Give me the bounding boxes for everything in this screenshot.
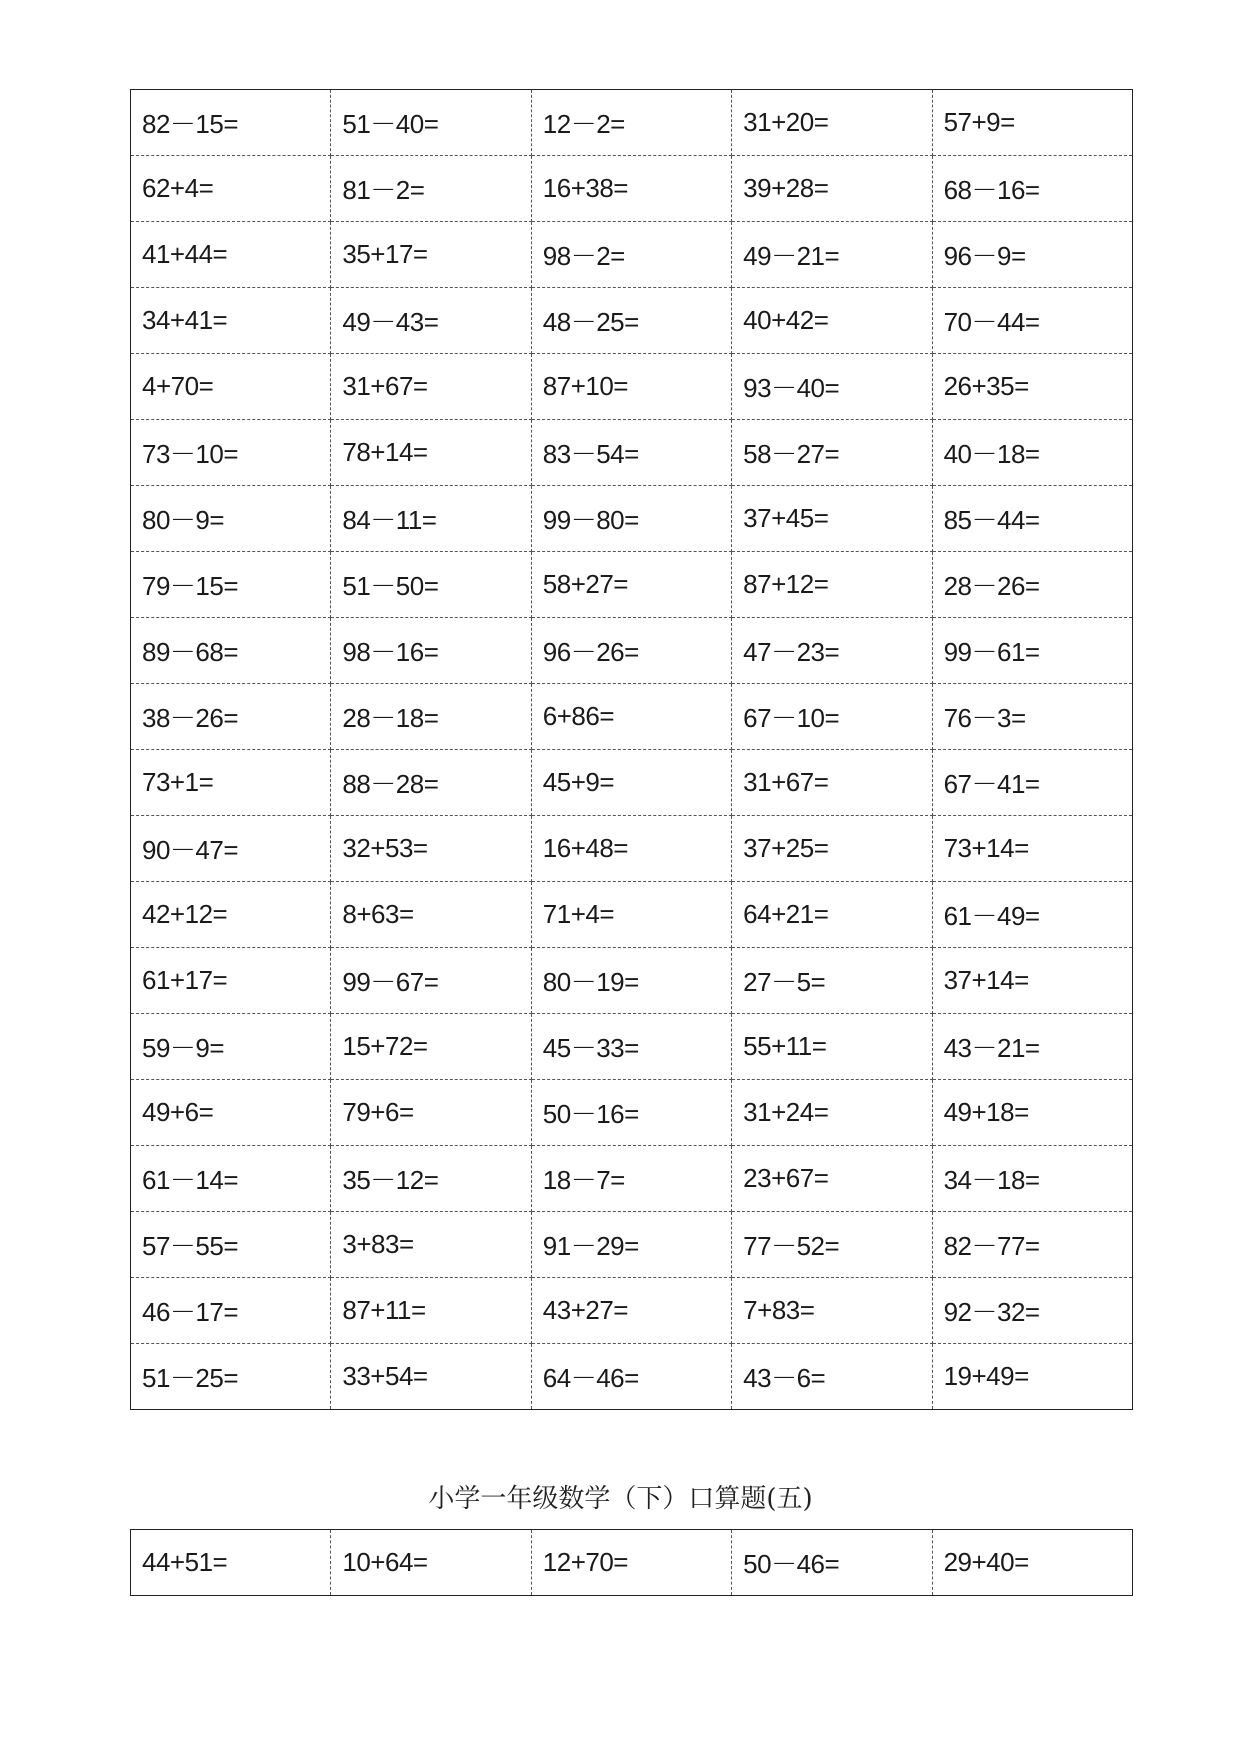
problem-cell: 51－40= xyxy=(331,90,531,156)
problem-row xyxy=(131,1344,1133,1410)
problem-cell: 87+10= xyxy=(531,354,731,420)
problem-cell: 49－21= xyxy=(732,222,932,288)
problem-cell: 28－26= xyxy=(932,552,1132,618)
problem-cell: 96－9= xyxy=(932,222,1132,288)
problem-cell: 91－29= xyxy=(531,1212,731,1278)
problem-cell: 50－46= xyxy=(732,1530,932,1596)
problem-cell: 35+17= xyxy=(331,222,531,288)
problem-row xyxy=(131,1278,1133,1344)
problem-cell: 55+11= xyxy=(732,1014,932,1080)
problem-cell: 27－5= xyxy=(732,948,932,1014)
problem-cell: 46－17= xyxy=(131,1278,331,1344)
problem-cell: 58－27= xyxy=(732,420,932,486)
problem-cell: 61－14= xyxy=(131,1146,331,1212)
problem-row xyxy=(131,1530,1133,1596)
problem-row xyxy=(131,90,1133,156)
problem-cell: 8+63= xyxy=(331,882,531,948)
problem-cell: 62+4= xyxy=(131,156,331,222)
problem-cell: 85－44= xyxy=(932,486,1132,552)
problem-row xyxy=(131,750,1133,816)
problem-cell: 99－80= xyxy=(531,486,731,552)
problem-cell: 82－15= xyxy=(131,90,331,156)
problem-row xyxy=(131,816,1133,882)
problem-cell: 6+86= xyxy=(531,684,731,750)
problem-row xyxy=(131,1212,1133,1278)
problem-cell: 37+14= xyxy=(932,948,1132,1014)
problem-cell: 50－16= xyxy=(531,1080,731,1146)
arithmetic-grid-main xyxy=(130,89,1133,1410)
problem-cell: 87+12= xyxy=(732,552,932,618)
problem-cell: 78+14= xyxy=(331,420,531,486)
problem-cell: 4+70= xyxy=(131,354,331,420)
problem-row xyxy=(131,1014,1133,1080)
problem-cell: 31+24= xyxy=(732,1080,932,1146)
problem-cell: 49+18= xyxy=(932,1080,1132,1146)
grid-main-body xyxy=(131,90,1133,1410)
problem-cell: 57－55= xyxy=(131,1212,331,1278)
problem-cell: 16+38= xyxy=(531,156,731,222)
problem-cell: 84－11= xyxy=(331,486,531,552)
problem-cell: 23+67= xyxy=(732,1146,932,1212)
problem-cell: 44+51= xyxy=(131,1530,331,1596)
problem-cell: 31+67= xyxy=(732,750,932,816)
problem-row xyxy=(131,684,1133,750)
problem-cell: 99－67= xyxy=(331,948,531,1014)
problem-cell: 73+1= xyxy=(131,750,331,816)
problem-row xyxy=(131,288,1133,354)
problem-cell: 45+9= xyxy=(531,750,731,816)
problem-cell: 26+35= xyxy=(932,354,1132,420)
problem-row xyxy=(131,552,1133,618)
problem-cell: 40－18= xyxy=(932,420,1132,486)
problem-cell: 7+83= xyxy=(732,1278,932,1344)
problem-cell: 29+40= xyxy=(943,1547,1029,1577)
problem-cell: 19+49= xyxy=(943,1361,1029,1391)
problem-cell: 73－10= xyxy=(131,420,331,486)
problem-cell: 48－25= xyxy=(531,288,731,354)
problem-cell: 57+9= xyxy=(932,90,1132,156)
problem-cell: 43－21= xyxy=(932,1014,1132,1080)
problem-cell: 61－49= xyxy=(932,882,1132,948)
problem-cell: 64+21= xyxy=(732,882,932,948)
problem-cell: 88－28= xyxy=(331,750,531,816)
problem-cell: 38－26= xyxy=(131,684,331,750)
problem-cell: 41+44= xyxy=(131,222,331,288)
problem-cell: 28－18= xyxy=(331,684,531,750)
problem-cell: 12－2= xyxy=(531,90,731,156)
problem-cell: 76－3= xyxy=(932,684,1132,750)
problem-cell: 18－7= xyxy=(531,1146,731,1212)
problem-cell: 70－44= xyxy=(932,288,1132,354)
problem-cell: 98－16= xyxy=(331,618,531,684)
problem-cell: 99－61= xyxy=(932,618,1132,684)
problem-cell: 35－12= xyxy=(331,1146,531,1212)
problem-cell: 64－46= xyxy=(531,1344,731,1410)
problem-cell: 12+70= xyxy=(531,1530,731,1596)
grid-next-body xyxy=(131,1530,1133,1596)
problem-cell: 32+53= xyxy=(331,816,531,882)
problem-row xyxy=(131,156,1133,222)
problem-cell: 31+20= xyxy=(732,90,932,156)
problem-cell: 3+83= xyxy=(331,1212,531,1278)
problem-cell: 71+4= xyxy=(531,882,731,948)
problem-row xyxy=(131,354,1133,420)
problem-cell: 34+41= xyxy=(131,288,331,354)
problem-cell: 10+64= xyxy=(331,1530,531,1596)
problem-row xyxy=(131,882,1133,948)
problem-cell: 16+48= xyxy=(531,816,731,882)
problem-cell: 67－41= xyxy=(932,750,1132,816)
problem-cell: 51－50= xyxy=(331,552,531,618)
problem-cell: 42+12= xyxy=(131,882,331,948)
problem-cell: 81－2= xyxy=(331,156,531,222)
problem-cell: 37+25= xyxy=(732,816,932,882)
problem-cell: 59－9= xyxy=(131,1014,331,1080)
problem-cell: 73+14= xyxy=(932,816,1132,882)
problem-cell: 83－54= xyxy=(531,420,731,486)
problem-cell: 43+27= xyxy=(531,1278,731,1344)
problem-cell: 33+54= xyxy=(331,1344,531,1410)
problem-row xyxy=(131,618,1133,684)
problem-row xyxy=(131,420,1133,486)
problem-row xyxy=(131,1146,1133,1212)
problem-cell: 68－16= xyxy=(932,156,1132,222)
problem-row xyxy=(131,222,1133,288)
problem-cell: 40+42= xyxy=(732,288,932,354)
problem-cell: 51－25= xyxy=(131,1344,331,1410)
problem-cell: 58+27= xyxy=(531,552,731,618)
problem-cell: 47－23= xyxy=(732,618,932,684)
problem-row xyxy=(131,1080,1133,1146)
problem-cell: 49+6= xyxy=(131,1080,331,1146)
problem-cell: 79+6= xyxy=(331,1080,531,1146)
problem-cell: 80－9= xyxy=(131,486,331,552)
problem-cell: 49－43= xyxy=(331,288,531,354)
section-title: 小学一年级数学（下）口算题(五) xyxy=(428,1484,813,1514)
problem-cell: 67－10= xyxy=(732,684,932,750)
problem-cell: 37+45= xyxy=(732,486,932,552)
problem-cell: 79－15= xyxy=(131,552,331,618)
problem-cell: 93－40= xyxy=(732,354,932,420)
problem-cell: 90－47= xyxy=(131,816,331,882)
problem-row xyxy=(131,948,1133,1014)
problem-cell: 80－19= xyxy=(531,948,731,1014)
problem-cell: 89－68= xyxy=(131,618,331,684)
problem-cell: 61+17= xyxy=(131,948,331,1014)
problem-cell: 87+11= xyxy=(331,1278,531,1344)
problem-cell: 96－26= xyxy=(531,618,731,684)
problem-cell: 15+72= xyxy=(331,1014,531,1080)
problem-row xyxy=(131,486,1133,552)
problem-cell: 45－33= xyxy=(531,1014,731,1080)
problem-cell: 98－2= xyxy=(531,222,731,288)
problem-cell: 92－32= xyxy=(932,1278,1132,1344)
arithmetic-grid-next xyxy=(130,1529,1133,1596)
problem-cell: 34－18= xyxy=(932,1146,1132,1212)
problem-cell: 31+67= xyxy=(331,354,531,420)
problem-cell: 77－52= xyxy=(732,1212,932,1278)
problem-cell: 39+28= xyxy=(732,156,932,222)
problem-cell: 43－6= xyxy=(732,1344,932,1410)
problem-cell: 82－77= xyxy=(932,1212,1132,1278)
